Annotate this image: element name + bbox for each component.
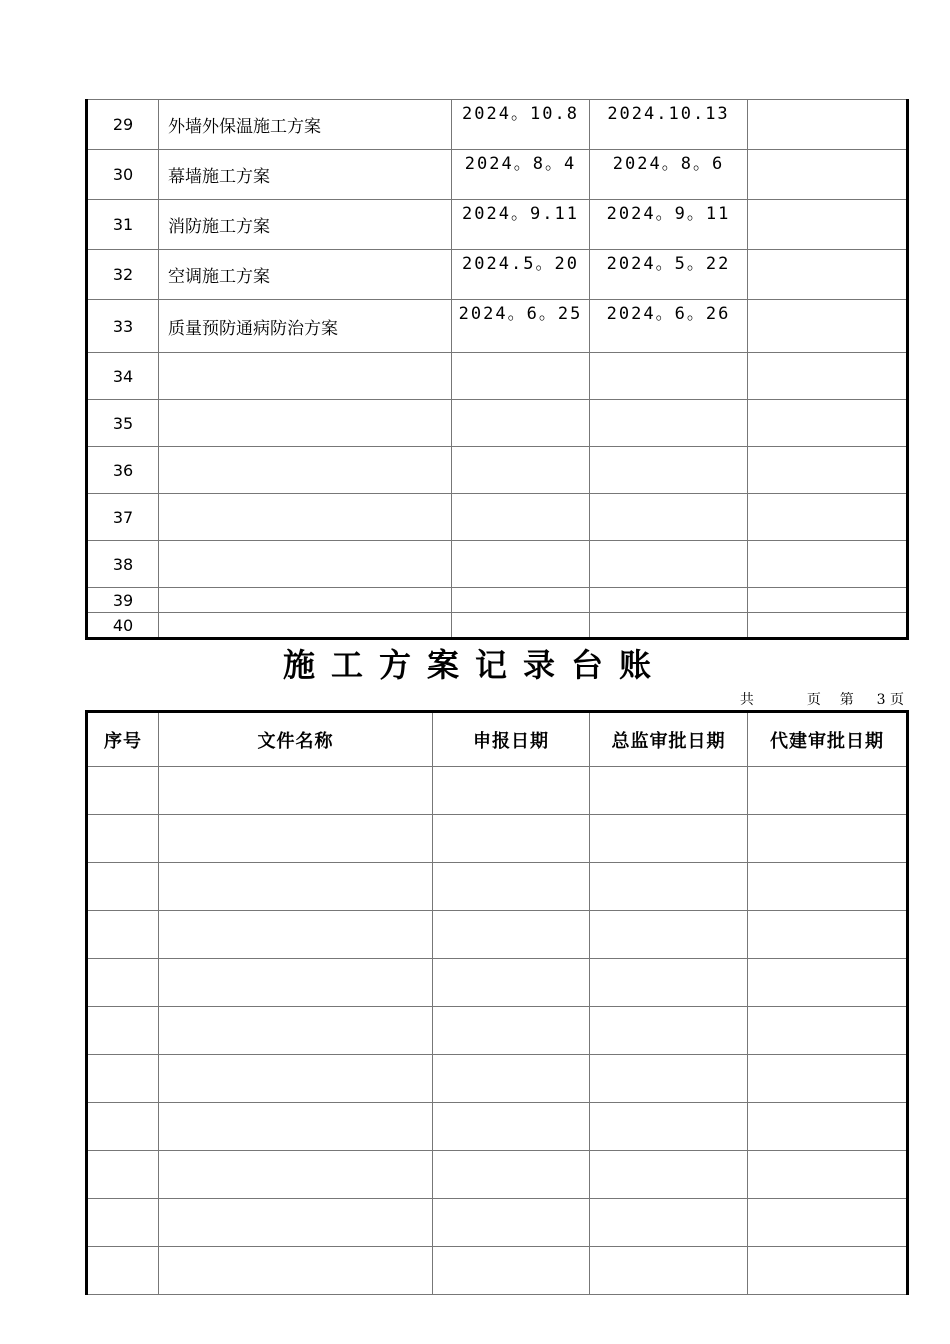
column-header-number: 序号 xyxy=(87,712,159,767)
table-row xyxy=(87,1055,908,1103)
empty-cell xyxy=(433,1055,590,1103)
empty-cell xyxy=(748,767,908,815)
empty-cell xyxy=(748,100,908,150)
row-number: 30 xyxy=(87,150,159,200)
empty-cell xyxy=(748,1007,908,1055)
row-number: 31 xyxy=(87,200,159,250)
page-counter xyxy=(740,689,904,709)
empty-cell xyxy=(748,959,908,1007)
row-number: 39 xyxy=(87,588,159,613)
row-number: 33 xyxy=(87,300,159,353)
file-name: 消防施工方案 xyxy=(159,200,452,250)
empty-cell xyxy=(748,300,908,353)
empty-cell xyxy=(159,1007,433,1055)
empty-cell xyxy=(590,1199,748,1247)
table-row xyxy=(87,250,908,300)
empty-cell xyxy=(748,1247,908,1295)
empty-cell xyxy=(748,1103,908,1151)
table-row xyxy=(87,300,908,353)
empty-cell xyxy=(748,200,908,250)
row-number: 32 xyxy=(87,250,159,300)
continuation-table xyxy=(85,99,909,640)
table-row xyxy=(87,959,908,1007)
empty-cell xyxy=(433,959,590,1007)
table-row xyxy=(87,150,908,200)
empty-cell xyxy=(159,959,433,1007)
empty-cell xyxy=(159,815,433,863)
page-title: 施工方案记录台账 xyxy=(282,646,667,684)
empty-cell xyxy=(87,1103,159,1151)
empty-cell xyxy=(87,1247,159,1295)
page-suffix: 页 xyxy=(890,692,904,708)
file-name: 外墙外保温施工方案 xyxy=(159,100,452,150)
empty-cell xyxy=(87,1007,159,1055)
table-row xyxy=(87,447,908,494)
report-date: 2024.5。20 xyxy=(452,250,590,300)
empty-cell xyxy=(433,1151,590,1199)
approve-date: 2024。5。22 xyxy=(590,250,748,300)
empty-cell xyxy=(590,959,748,1007)
empty-cell xyxy=(590,1247,748,1295)
table-row xyxy=(87,200,908,250)
empty-cell xyxy=(590,1103,748,1151)
empty-cell xyxy=(590,767,748,815)
empty-cell xyxy=(87,1199,159,1247)
empty-cell xyxy=(748,1055,908,1103)
header-row xyxy=(87,712,908,767)
empty-cell xyxy=(87,863,159,911)
row-number: 34 xyxy=(87,353,159,400)
ordinal-label: 第 xyxy=(839,692,854,708)
empty-cell xyxy=(87,767,159,815)
empty-cell xyxy=(748,1199,908,1247)
empty-cell xyxy=(433,911,590,959)
table-row xyxy=(87,1103,908,1151)
total-label: 共 xyxy=(739,692,754,708)
column-header-supervisor-date: 总监审批日期 xyxy=(590,712,748,767)
table-row xyxy=(87,767,908,815)
table-row xyxy=(87,1151,908,1199)
empty-cell xyxy=(87,911,159,959)
empty-cell xyxy=(87,815,159,863)
empty-cell xyxy=(159,1151,433,1199)
table-row xyxy=(87,100,908,150)
table-row xyxy=(87,911,908,959)
empty-cell xyxy=(590,1007,748,1055)
table-row xyxy=(87,400,908,447)
empty-cell xyxy=(159,911,433,959)
empty-cell xyxy=(590,863,748,911)
table-row xyxy=(87,613,908,639)
empty-cell xyxy=(433,815,590,863)
empty-cell xyxy=(590,911,748,959)
empty-cell xyxy=(87,1151,159,1199)
empty-cell xyxy=(433,1199,590,1247)
row-number: 36 xyxy=(87,447,159,494)
table-row xyxy=(87,1199,908,1247)
empty-cell xyxy=(433,1247,590,1295)
approve-date: 2024。8。6 xyxy=(590,150,748,200)
empty-cell xyxy=(748,815,908,863)
empty-cell xyxy=(748,1151,908,1199)
approve-date: 2024.10.13 xyxy=(590,100,748,150)
table-row xyxy=(87,494,908,541)
empty-cell xyxy=(433,1007,590,1055)
file-name: 幕墙施工方案 xyxy=(159,150,452,200)
empty-cell xyxy=(433,863,590,911)
empty-cell xyxy=(159,1103,433,1151)
ledger-table xyxy=(85,710,909,1295)
row-number: 37 xyxy=(87,494,159,541)
table-row xyxy=(87,353,908,400)
column-header-file-name: 文件名称 xyxy=(159,712,433,767)
row-number: 35 xyxy=(87,400,159,447)
report-date: 2024。9.11 xyxy=(452,200,590,250)
empty-cell xyxy=(159,1247,433,1295)
empty-cell xyxy=(87,959,159,1007)
report-date: 2024。6。25 xyxy=(452,300,590,353)
table-row xyxy=(87,541,908,588)
report-date: 2024。10.8 xyxy=(452,100,590,150)
row-number: 38 xyxy=(87,541,159,588)
page-number: 3 xyxy=(876,692,886,708)
empty-cell xyxy=(748,911,908,959)
file-name: 空调施工方案 xyxy=(159,250,452,300)
empty-cell xyxy=(433,767,590,815)
row-number: 40 xyxy=(87,613,159,639)
row-number: 29 xyxy=(87,100,159,150)
table-row xyxy=(87,815,908,863)
column-header-agent-date: 代建审批日期 xyxy=(748,712,908,767)
empty-cell xyxy=(159,767,433,815)
approve-date: 2024。9。11 xyxy=(590,200,748,250)
empty-cell xyxy=(159,1199,433,1247)
empty-cell xyxy=(433,1103,590,1151)
report-date: 2024。8。4 xyxy=(452,150,590,200)
empty-cell xyxy=(748,863,908,911)
page-label: 页 xyxy=(806,692,821,708)
table-row xyxy=(87,1247,908,1295)
empty-cell xyxy=(87,1055,159,1103)
empty-cell xyxy=(159,863,433,911)
empty-cell xyxy=(748,150,908,200)
table-row xyxy=(87,1007,908,1055)
column-header-report-date: 申报日期 xyxy=(433,712,590,767)
empty-cell xyxy=(159,1055,433,1103)
approve-date: 2024。6。26 xyxy=(590,300,748,353)
empty-cell xyxy=(748,250,908,300)
table-row xyxy=(87,863,908,911)
empty-cell xyxy=(590,1151,748,1199)
empty-cell xyxy=(590,815,748,863)
file-name: 质量预防通病防治方案 xyxy=(159,300,452,353)
empty-cell xyxy=(590,1055,748,1103)
table-row xyxy=(87,588,908,613)
